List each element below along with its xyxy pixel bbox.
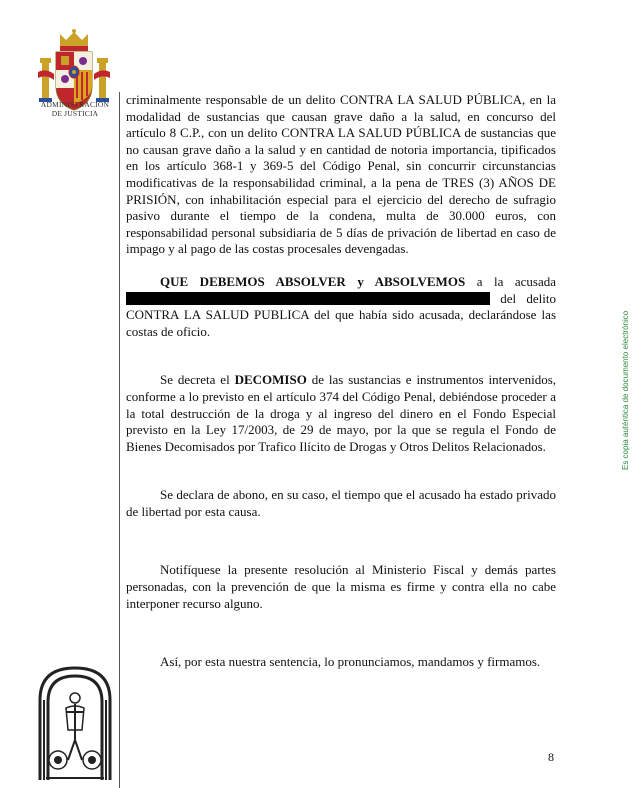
document-body	[126, 92, 556, 671]
page-number: 8	[548, 750, 554, 764]
acquittal-text-a: a la acusada	[476, 273, 557, 289]
confiscation-text-b: de las sustancias e instrumentos intervenidos, conforme a lo previsto en el artículo 374 del Código Penal, debiéndose proceder a la total destrucción de la droga y al ingreso del dinero en el Fondo Especial previsto en la Ley 17/2003, de 29 de mayo, por la que se regula el Fondo de Bienes Decomisados por Trafico Ilícito de Drogas y Otros Delitos Relacionados.	[126, 372, 557, 454]
org-line-1: ADMINISTRACION	[40, 100, 110, 109]
paragraph-acquittal	[126, 274, 556, 340]
confiscation-heading: DECOMISO	[234, 372, 307, 388]
confiscation-text-a: Se decreta el	[160, 372, 230, 388]
margin-line	[119, 92, 120, 788]
acquittal-heading: QUE DEBEMOS ABSOLVER y ABSOLVEMOS	[160, 273, 466, 289]
paragraph-closing: Así, por esta nuestra sentencia, lo pronunciamos, mandamos y firmamos.	[160, 654, 541, 670]
paragraph-notification: Notifíquese la presente resolución al Ministerio Fiscal y demás partes personadas, con la prevención de que la misma es firme y contra ella no cabe interponer recurso alguno.	[126, 562, 556, 611]
authenticity-side-note	[621, 310, 633, 470]
acquittal-text-c: CONTRA LA SALUD PUBLICA del que había sido acusada, declarándose las costas de oficio.	[126, 307, 556, 339]
paragraph-sentence-conviction: criminalmente responsable de un delito CONTRA LA SALUD PÚBLICA, en la modalidad de sustancias que causan grave daño a la salud, en concurso del artículo 8 C.P., con un delito CONTRA LA SALUD PÚBLICA de sustancias que no causan grave daño a la salud y en cantidad de notoria importancia, tipificados en los artículo 368-1 y 369-5 del Código Penal, sin concurrir circunstancias modificativas de la responsabilidad criminal, a la pena de TRES (3) AÑOS DE PRISIÓN, con inhabilitación especial para el ejercicio del derecho de sufragio pasivo durante el tiempo de la condena, multa de 30.000 euros, con responsabilidad personal subsidiaria de 5 días de privación de libertad en caso de impago y al pago de las costas procesales devengadas.	[126, 92, 556, 257]
org-line-2: DE JUSTICIA	[51, 109, 99, 118]
paragraph-confiscation	[126, 372, 556, 455]
andalucia-emblem-logo	[32, 660, 118, 784]
side-note-text: Es copia auténtica de documento electrónico	[621, 310, 630, 470]
acquittal-text-b: del delito	[500, 290, 556, 306]
redacted-name	[126, 292, 490, 305]
administration-label	[32, 100, 118, 118]
paragraph-credit-time: Se declara de abono, en su caso, el tiempo que el acusado ha estado privado de libertad por esta causa.	[126, 487, 556, 519]
